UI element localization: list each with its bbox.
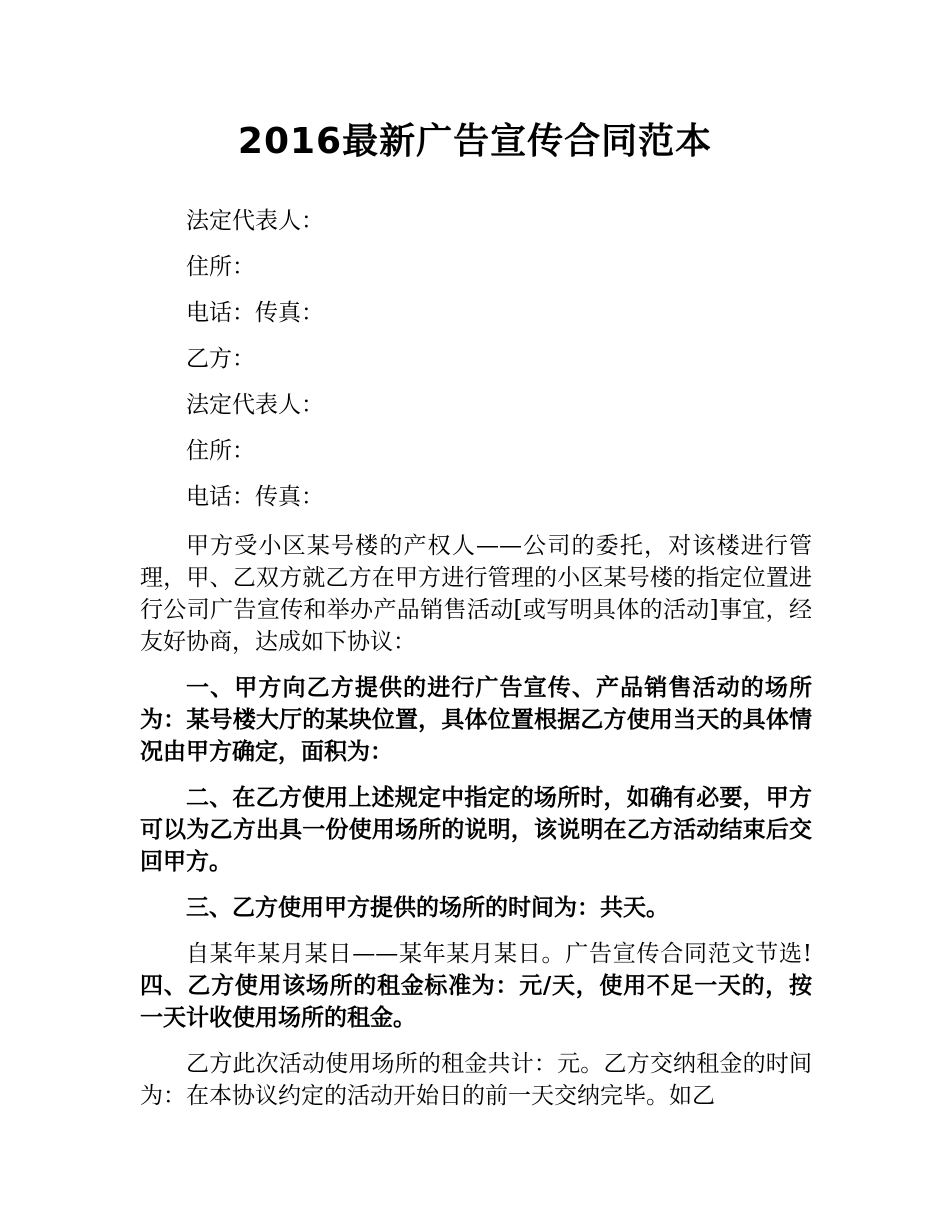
rent-total-paragraph: 乙方此次活动使用场所的租金共计：元。乙方交纳租金的时间为：在本协议约定的活动开始日的前一天交纳完毕。如乙 — [140, 1051, 812, 1109]
field-legal-representative-b: 法定代表人： — [186, 392, 324, 418]
date-range-text: 自某年某月某日——某年某月某日。广告宣传合同范文节选! — [186, 941, 812, 967]
clause-1: 一、甲方向乙方提供的进行广告宣传、产品销售活动的场所为：某号楼大厅的某块位置，具体位置根据乙方使用当天的具体情况由甲方确定，面积为： — [140, 675, 812, 765]
field-legal-representative-a: 法定代表人： — [186, 208, 324, 234]
field-phone-fax-a: 电话：传真： — [186, 300, 324, 326]
clause-4-paragraph — [140, 938, 812, 1034]
field-address-b: 住所： — [186, 438, 255, 464]
clause-4: 四、乙方使用该场所的租金标准为：元/天，使用不足一天的，按一天计收使用场所的租金。 — [140, 973, 812, 1031]
field-address-a: 住所： — [186, 254, 255, 280]
intro-paragraph: 甲方受小区某号楼的产权人——公司的委托，对该楼进行管理，甲、乙双方就乙方在甲方进行管理的小区某号楼的指定位置进行公司广告宣传和举办产品销售活动[或写明具体的活动]事宜，经友好协商，达成如下协议： — [140, 533, 812, 655]
document-body — [140, 198, 812, 1126]
clause-2: 二、在乙方使用上述规定中指定的场所时，如确有必要，甲方可以为乙方出具一份使用场所的说明，该说明在乙方活动结束后交回甲方。 — [140, 785, 812, 875]
clause-3: 三、乙方使用甲方提供的场所的时间为：共天。 — [186, 895, 669, 921]
field-phone-fax-b: 电话：传真： — [186, 484, 324, 510]
document-title: 2016最新广告宣传合同范本 — [237, 121, 713, 162]
field-party-b: 乙方： — [186, 346, 255, 372]
